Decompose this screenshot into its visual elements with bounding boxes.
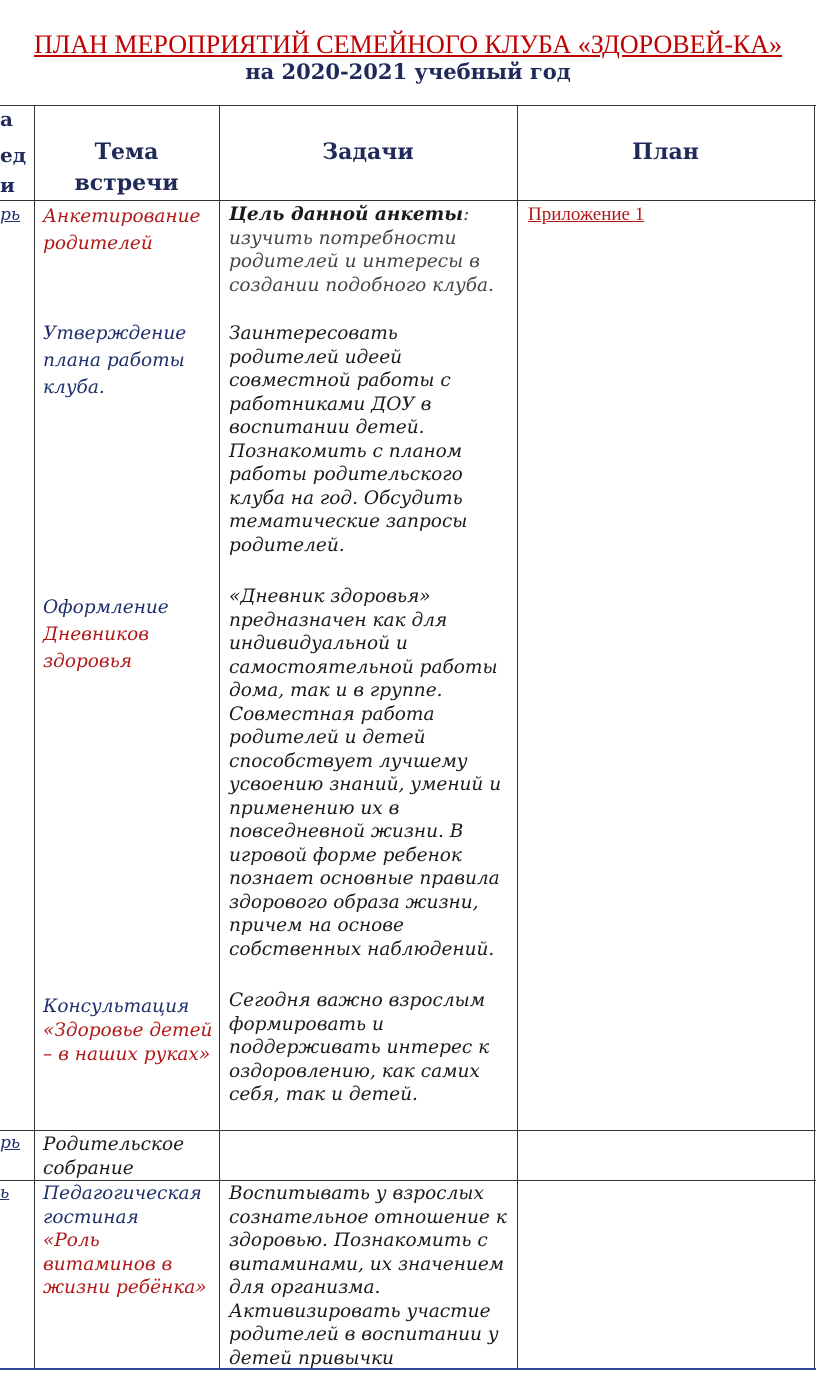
row1-bottom-border [0, 1130, 816, 1131]
task-plan-approval: Заинтересовать родителей идеей совместной работы с работниками ДОУ в воспитании детей. Познакомить с планом работы родительского клуба на год. Обсудить тематические запросы родителей. [229, 323, 468, 556]
topic-diaries-line2: Дневников здоровья [43, 624, 149, 672]
task-survey-colon: : [463, 204, 470, 225]
topic-plan-approval: Утверждение плана работы клуба. [43, 323, 187, 398]
col-header-topic-line1: Тема [94, 139, 159, 165]
task-vitamins: Воспитывать у взрослых сознательное отношение к здоровью. Познакомить с витаминами, их значением для организма. Активизировать участие родителей в воспитании у детей привычки [229, 1183, 507, 1369]
task-survey [229, 203, 511, 297]
col1-header-fragment-2: ед [0, 143, 27, 167]
page-subtitle: на 2020-2021 учебный год [245, 59, 571, 84]
col-header-tasks: Задачи [322, 139, 414, 165]
topic-diaries-line1: Оформление [43, 597, 169, 618]
month-fragment-1: рь [0, 205, 21, 225]
col-header-plan: План [632, 139, 699, 165]
topic-pedagogical-lounge-line1: Педагогическая гостиная [43, 1183, 202, 1228]
topic-consultation-line1: Консультация [43, 996, 190, 1017]
col-header-topic-line2: встречи [74, 170, 179, 196]
plan-appendix-link[interactable]: Приложение 1 [528, 204, 645, 225]
table-top-border [0, 105, 816, 106]
row2-bottom-border [0, 1180, 816, 1181]
task-consultation: Сегодня важно взрослым формировать и поддерживать интерес к оздоровлению, как самих себя, так и детей. [229, 990, 490, 1105]
topic-consultation-line2: «Здоровье детей – в наших руках» [43, 1020, 213, 1065]
task-survey-text: изучить потребности родителей и интересы в создании подобного клуба. [229, 227, 494, 296]
month-fragment-2: рь [0, 1133, 21, 1153]
col1-header-fragment-3: и [0, 173, 15, 197]
page-title: ПЛАН МЕРОПРИЯТИЙ СЕМЕЙНОГО КЛУБА «ЗДОРОВЕЙ-КА» [33, 30, 783, 59]
topic-pedagogical-lounge-line2: «Роль витаминов в жизни ребёнка» [43, 1230, 207, 1298]
col1-header-fragment-1: а [0, 107, 13, 131]
header-bottom-border [0, 200, 816, 201]
topic-parent-meeting: Родительское собрание [43, 1134, 185, 1179]
topic-survey: Анкетирование родителей [43, 206, 201, 254]
task-diaries: «Дневник здоровья» предназначен как для индивидуальной и самостоятельной работы дома, так и в группе. Совместная работа родителей и детей способствует лучшему усвоению знаний, умений и применению их в повседневной жизни. В игровой форме ребенок познает основные правила здорового образа жизни, причем на основе собственных наблюдений. [229, 586, 502, 960]
task-survey-label: Цель данной анкеты [229, 204, 464, 225]
month-fragment-3: ь [0, 1183, 10, 1203]
